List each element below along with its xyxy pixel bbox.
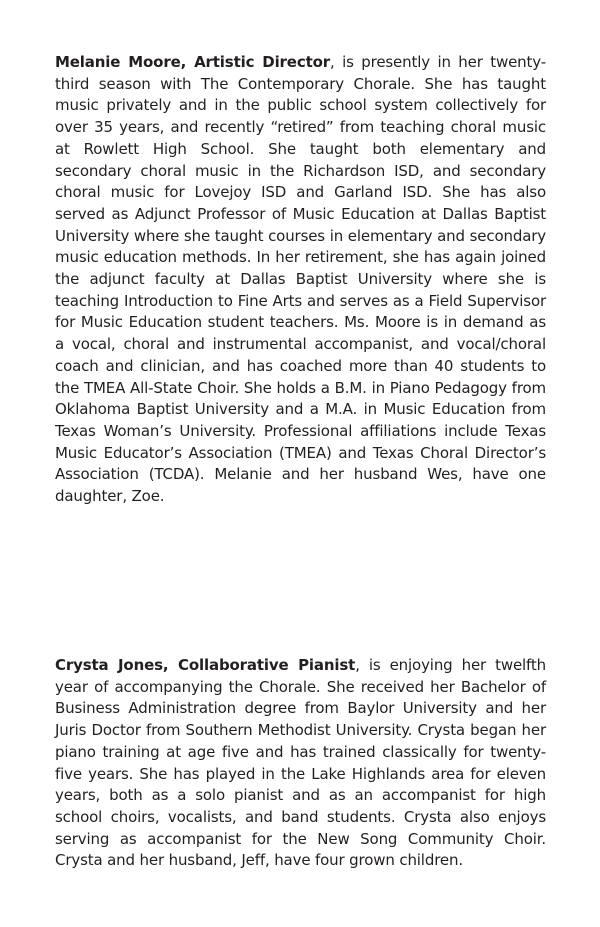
bio-name-title: Melanie Moore, Artistic Director [55,53,330,71]
bio-melanie-moore [55,52,546,508]
bio-text: , is presently in her twenty-third season with The Contemporary Chorale. She has taught music privately and in the public school system collectively for over 35 years, and recently “retired” from teaching choral music at Rowlett High School. She taught both elementary and secondary choral music in the Richardson ISD, and secondary choral music for Lovejoy ISD and Garland ISD. She has also served as Adjunct Professor of Music Education at Dallas Baptist University where she taught courses in elementary and secondary music education methods. In her retirement, she has again joined the adjunct faculty at Dallas Baptist University where she is teaching Introduction to Fine Arts and serves as a Field Supervisor for Music Education student teachers. Ms. Moore is in demand as a vocal, choral and instrumental accompanist, and vocal/choral coach and clinician, and has coached more than 40 students to the TMEA All-State Choir. She holds a B.M. in Piano Pedagogy from Oklahoma Baptist University and a M.A. in Music Education from Texas Woman’s University. Professional affiliations include Texas Music Educator’s Association (TMEA) and Texas Choral Director’s Association (TCDA). Melanie and her husband Wes, have one daughter, Zoe. [55,53,546,506]
bio-name-title: Crysta Jones, Collaborative Pianist [55,656,356,674]
bio-text: , is enjoying her twelfth year of accompanying the Chorale. She received her Bachelor of Business Administration degree from Baylor University and her Juris Doctor from Southern Methodist University. Crysta began her piano training at age five and has trained classically for twenty-five years. She has played in the Lake Highlands area for eleven years, both as a solo pianist and as an accompanist for high school choirs, vocalists, and band students. Crysta also enjoys serving as accompanist for the New Song Community Choir. Crysta and her husband, Jeff, have four grown children. [55,656,546,870]
bio-crysta-jones [55,655,546,872]
